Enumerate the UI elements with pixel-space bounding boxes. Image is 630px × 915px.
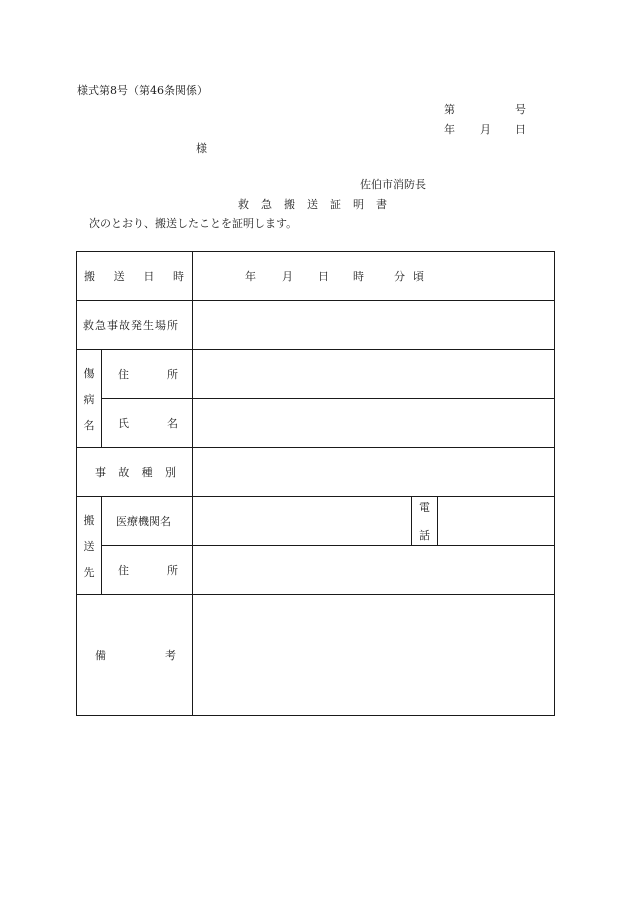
time-unit-month: 月 [282, 270, 293, 283]
issue-date-year: 年 [444, 123, 455, 136]
accident-type-char: 別 [164, 466, 176, 479]
remarks-label-char: 考 [165, 649, 176, 662]
institution-label-text: 医療機関名 [116, 515, 171, 528]
form-number: 様式第8号（第46条関係） [77, 84, 208, 97]
addressee-honorific: 様 [196, 142, 207, 155]
phone-label-char: 電 [419, 501, 430, 514]
patient-group-char: 病 [83, 392, 95, 406]
remarks-label-char: 備 [95, 649, 106, 662]
issuer-name: 佐伯市消防長 [360, 178, 426, 191]
row-transport-datetime [77, 252, 555, 301]
certificate-number-suffix: 号 [515, 103, 526, 116]
destination-group-char: 搬 [83, 513, 95, 527]
destination-group-label [77, 497, 102, 595]
phone-value[interactable] [438, 497, 555, 546]
accident-type-label [77, 448, 193, 497]
patient-address-value[interactable] [193, 350, 555, 399]
row-remarks [77, 595, 555, 716]
patient-address-char: 所 [167, 368, 178, 381]
accident-place-value[interactable] [193, 301, 555, 350]
transport-datetime-label-char: 時 [172, 270, 184, 283]
certificate-number-label: 第 [444, 103, 455, 116]
accident-place-label [77, 301, 193, 350]
row-destination-address [77, 546, 555, 595]
destination-address-label [102, 546, 193, 595]
time-unit-year: 年 [245, 270, 256, 283]
accident-type-char: 種 [141, 466, 153, 479]
transport-datetime-value[interactable] [193, 252, 555, 301]
patient-address-label [102, 350, 193, 399]
phone-label-char: 話 [419, 529, 430, 542]
remarks-value[interactable] [193, 595, 555, 716]
patient-name-value[interactable] [193, 399, 555, 448]
row-destination-institution [77, 497, 555, 546]
patient-group-char: 傷 [83, 366, 95, 380]
transport-datetime-label-char: 搬 [84, 270, 95, 283]
accident-place-label-text: 救急事故発生場所 [83, 319, 179, 332]
certificate-table [76, 251, 555, 716]
accident-type-char: 事 [95, 466, 106, 479]
accident-type-value[interactable] [193, 448, 555, 497]
accident-type-char: 故 [118, 466, 130, 479]
transport-datetime-label-char: 送 [113, 270, 125, 283]
destination-group-char: 送 [83, 539, 95, 553]
patient-address-char: 住 [118, 368, 129, 381]
issue-date-day: 日 [515, 123, 526, 136]
time-unit-hour: 時 [353, 270, 364, 283]
transport-datetime-label-char: 日 [143, 270, 155, 283]
institution-label [102, 497, 193, 546]
issue-date-month: 月 [480, 123, 491, 136]
destination-address-char: 住 [118, 564, 129, 577]
time-unit-minute: 分 [394, 270, 405, 283]
patient-name-char: 氏 [118, 417, 129, 430]
phone-label [412, 497, 438, 546]
patient-group-char: 名 [83, 418, 95, 432]
row-accident-place [77, 301, 555, 350]
row-patient-address [77, 350, 555, 399]
remarks-label [77, 595, 193, 716]
destination-address-char: 所 [167, 564, 178, 577]
patient-group-label [77, 350, 102, 448]
document-title: 救急搬送証明書 [238, 198, 399, 211]
transport-datetime-label [77, 252, 193, 301]
row-patient-name [77, 399, 555, 448]
intro-text: 次のとおり、搬送したことを証明します。 [89, 217, 298, 230]
row-accident-type [77, 448, 555, 497]
patient-name-label [102, 399, 193, 448]
institution-value[interactable] [193, 497, 412, 546]
time-unit-day: 日 [318, 270, 329, 283]
destination-address-value[interactable] [193, 546, 555, 595]
destination-group-char: 先 [83, 565, 95, 579]
patient-name-char: 名 [167, 417, 178, 430]
time-unit-approx: 頃 [413, 270, 424, 283]
